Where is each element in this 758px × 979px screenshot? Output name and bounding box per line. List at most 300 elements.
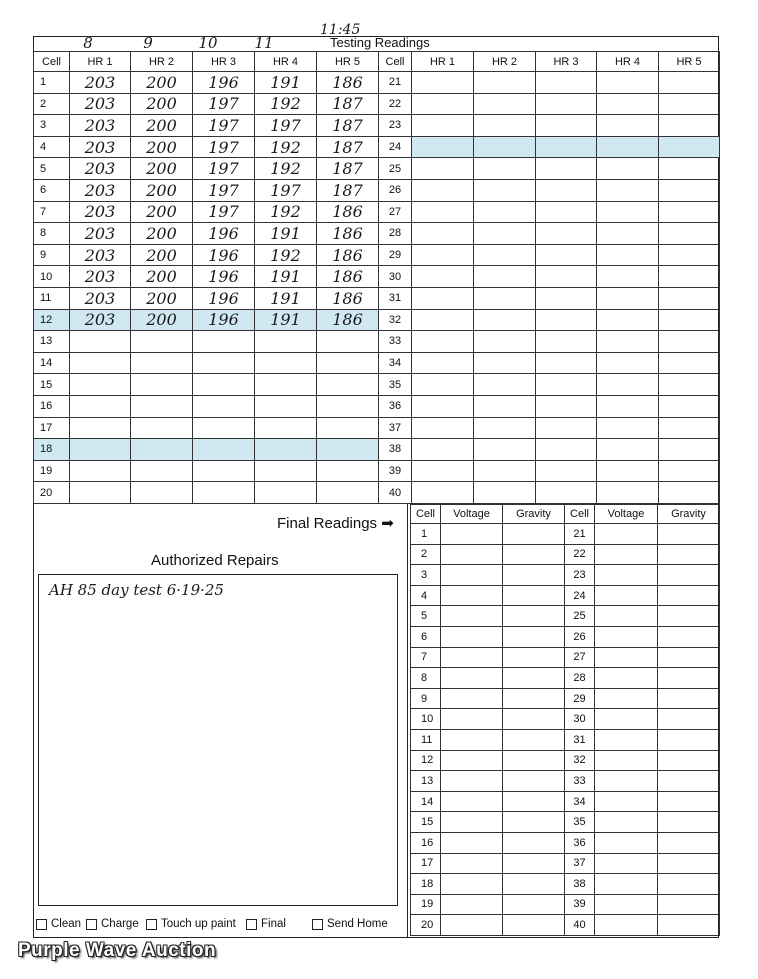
reading-cell[interactable]: 192: [255, 244, 317, 266]
gravity-cell[interactable]: [503, 771, 565, 792]
reading-cell[interactable]: [474, 72, 536, 94]
voltage-cell[interactable]: [595, 606, 658, 627]
reading-cell[interactable]: [412, 331, 474, 353]
reading-cell[interactable]: [317, 439, 379, 461]
checkbox-final[interactable]: [246, 918, 286, 930]
gravity-cell[interactable]: [658, 812, 720, 833]
checkbox-box[interactable]: [86, 919, 97, 930]
reading-cell[interactable]: [536, 158, 597, 180]
reading-cell[interactable]: [474, 201, 536, 223]
reading-cell[interactable]: [536, 374, 597, 396]
reading-cell[interactable]: [659, 72, 720, 94]
gravity-cell[interactable]: [503, 853, 565, 874]
reading-cell[interactable]: 203: [70, 244, 131, 266]
reading-cell[interactable]: [659, 439, 720, 461]
reading-cell[interactable]: [474, 331, 536, 353]
gravity-cell[interactable]: [658, 729, 720, 750]
cell-number: 18: [34, 439, 70, 461]
reading-cell[interactable]: 197: [193, 115, 255, 137]
reading-cell[interactable]: 191: [255, 72, 317, 94]
reading-cell[interactable]: [255, 331, 317, 353]
reading-cell[interactable]: [597, 72, 659, 94]
reading-cell[interactable]: 197: [193, 136, 255, 158]
gravity-cell[interactable]: [658, 585, 720, 606]
reading-cell[interactable]: [474, 352, 536, 374]
reading-cell[interactable]: [659, 417, 720, 439]
voltage-cell[interactable]: [441, 647, 503, 668]
reading-cell[interactable]: [131, 352, 193, 374]
authorized-repairs-box[interactable]: [38, 574, 398, 906]
checkbox-send-home[interactable]: [312, 918, 388, 930]
reading-cell[interactable]: 186: [317, 266, 379, 288]
voltage-cell[interactable]: [441, 853, 503, 874]
voltage-cell[interactable]: [595, 647, 658, 668]
reading-cell[interactable]: [536, 72, 597, 94]
reading-cell[interactable]: 203: [70, 93, 131, 115]
reading-cell[interactable]: [659, 115, 720, 137]
gravity-cell[interactable]: [503, 565, 565, 586]
checkbox-box[interactable]: [246, 919, 257, 930]
reading-cell[interactable]: [659, 287, 720, 309]
checkbox-box[interactable]: [312, 919, 323, 930]
gravity-cell[interactable]: [658, 791, 720, 812]
gravity-cell[interactable]: [503, 688, 565, 709]
gravity-cell[interactable]: [658, 524, 720, 545]
voltage-cell[interactable]: [595, 585, 658, 606]
reading-cell[interactable]: 191: [255, 287, 317, 309]
gravity-cell[interactable]: [503, 915, 565, 936]
reading-cell[interactable]: 200: [131, 309, 193, 331]
reading-cell[interactable]: [412, 115, 474, 137]
gravity-cell[interactable]: [658, 565, 720, 586]
gravity-cell[interactable]: [658, 750, 720, 771]
reading-cell[interactable]: 200: [131, 72, 193, 94]
reading-cell[interactable]: 197: [255, 179, 317, 201]
reading-cell[interactable]: [597, 460, 659, 482]
reading-cell[interactable]: 200: [131, 158, 193, 180]
reading-cell[interactable]: [597, 179, 659, 201]
reading-cell[interactable]: [597, 331, 659, 353]
reading-cell[interactable]: 196: [193, 266, 255, 288]
reading-cell[interactable]: [474, 179, 536, 201]
voltage-cell[interactable]: [441, 524, 503, 545]
reading-cell[interactable]: [474, 287, 536, 309]
reading-cell[interactable]: 196: [193, 244, 255, 266]
voltage-cell[interactable]: [595, 791, 658, 812]
voltage-cell[interactable]: [441, 709, 503, 730]
voltage-cell[interactable]: [441, 729, 503, 750]
voltage-cell[interactable]: [595, 626, 658, 647]
reading-cell[interactable]: [131, 460, 193, 482]
gravity-cell[interactable]: [503, 729, 565, 750]
checkbox-clean[interactable]: [36, 918, 81, 930]
reading-cell[interactable]: [412, 309, 474, 331]
reading-cell[interactable]: [193, 460, 255, 482]
reading-cell[interactable]: 203: [70, 287, 131, 309]
gravity-cell[interactable]: [503, 709, 565, 730]
reading-cell[interactable]: [597, 266, 659, 288]
cell-number: 40: [565, 915, 595, 936]
gravity-cell[interactable]: [658, 832, 720, 853]
voltage-cell[interactable]: [441, 832, 503, 853]
reading-cell[interactable]: 203: [70, 136, 131, 158]
gravity-cell[interactable]: [503, 832, 565, 853]
voltage-cell[interactable]: [595, 729, 658, 750]
reading-cell[interactable]: 192: [255, 201, 317, 223]
gravity-cell[interactable]: [503, 812, 565, 833]
gravity-cell[interactable]: [503, 874, 565, 895]
reading-cell[interactable]: 200: [131, 287, 193, 309]
voltage-cell[interactable]: [595, 812, 658, 833]
gravity-cell[interactable]: [658, 771, 720, 792]
reading-cell[interactable]: [70, 352, 131, 374]
reading-cell[interactable]: 203: [70, 266, 131, 288]
gravity-cell[interactable]: [503, 585, 565, 606]
reading-cell[interactable]: [412, 136, 474, 158]
reading-cell[interactable]: 200: [131, 115, 193, 137]
reading-cell[interactable]: [70, 417, 131, 439]
reading-cell[interactable]: [659, 179, 720, 201]
gravity-cell[interactable]: [658, 853, 720, 874]
reading-cell[interactable]: [474, 136, 536, 158]
reading-cell[interactable]: 200: [131, 244, 193, 266]
reading-cell[interactable]: [70, 482, 131, 504]
voltage-cell[interactable]: [595, 915, 658, 936]
reading-cell[interactable]: [597, 136, 659, 158]
gravity-cell[interactable]: [658, 709, 720, 730]
voltage-cell[interactable]: [595, 688, 658, 709]
reading-cell[interactable]: [597, 417, 659, 439]
reading-cell[interactable]: [412, 417, 474, 439]
reading-cell[interactable]: 200: [131, 93, 193, 115]
reading-cell[interactable]: [317, 395, 379, 417]
reading-cell[interactable]: 187: [317, 179, 379, 201]
gravity-cell[interactable]: [658, 915, 720, 936]
voltage-cell[interactable]: [441, 585, 503, 606]
reading-cell[interactable]: [536, 309, 597, 331]
gravity-cell[interactable]: [658, 544, 720, 565]
cell-number: 4: [411, 585, 441, 606]
reading-cell[interactable]: 186: [317, 201, 379, 223]
voltage-cell[interactable]: [441, 688, 503, 709]
reading-cell[interactable]: [255, 482, 317, 504]
reading-cell[interactable]: [317, 460, 379, 482]
reading-cell[interactable]: [536, 115, 597, 137]
reading-cell[interactable]: 196: [193, 223, 255, 245]
reading-cell[interactable]: [659, 309, 720, 331]
reading-cell[interactable]: 187: [317, 115, 379, 137]
voltage-cell[interactable]: [595, 874, 658, 895]
reading-cell[interactable]: 203: [70, 223, 131, 245]
reading-cell[interactable]: [474, 244, 536, 266]
reading-cell[interactable]: [536, 201, 597, 223]
reading-cell[interactable]: 191: [255, 309, 317, 331]
voltage-cell[interactable]: [441, 606, 503, 627]
reading-cell[interactable]: [70, 460, 131, 482]
gravity-cell[interactable]: [658, 626, 720, 647]
reading-cell[interactable]: [536, 93, 597, 115]
reading-cell[interactable]: [70, 439, 131, 461]
gravity-cell[interactable]: [658, 606, 720, 627]
reading-cell[interactable]: [255, 374, 317, 396]
reading-cell[interactable]: [255, 395, 317, 417]
reading-cell[interactable]: [474, 374, 536, 396]
checkbox-touch-up-paint[interactable]: [146, 918, 236, 930]
reading-cell[interactable]: [597, 439, 659, 461]
reading-cell[interactable]: 196: [193, 287, 255, 309]
reading-cell[interactable]: [131, 482, 193, 504]
reading-cell[interactable]: [317, 331, 379, 353]
reading-cell[interactable]: 197: [193, 201, 255, 223]
reading-cell[interactable]: 196: [193, 309, 255, 331]
reading-cell[interactable]: [597, 352, 659, 374]
reading-cell[interactable]: [412, 482, 474, 504]
reading-cell[interactable]: 203: [70, 201, 131, 223]
reading-cell[interactable]: [412, 266, 474, 288]
checkbox-charge[interactable]: [86, 918, 139, 930]
reading-cell[interactable]: [412, 439, 474, 461]
reading-cell[interactable]: [659, 395, 720, 417]
voltage-cell[interactable]: [595, 668, 658, 689]
reading-cell[interactable]: 192: [255, 158, 317, 180]
table-row: [34, 395, 720, 417]
voltage-cell[interactable]: [441, 750, 503, 771]
reading-cell[interactable]: [536, 460, 597, 482]
voltage-cell[interactable]: [441, 668, 503, 689]
gravity-cell[interactable]: [658, 647, 720, 668]
reading-cell[interactable]: [659, 374, 720, 396]
reading-cell[interactable]: [412, 223, 474, 245]
reading-cell[interactable]: [536, 287, 597, 309]
reading-cell[interactable]: [474, 266, 536, 288]
reading-cell[interactable]: 200: [131, 266, 193, 288]
table-row: [34, 460, 720, 482]
reading-cell[interactable]: [412, 395, 474, 417]
reading-cell[interactable]: [131, 395, 193, 417]
reading-cell[interactable]: [412, 72, 474, 94]
reading-cell[interactable]: [536, 179, 597, 201]
reading-cell[interactable]: 203: [70, 115, 131, 137]
voltage-cell[interactable]: [595, 771, 658, 792]
reading-cell[interactable]: [659, 331, 720, 353]
reading-cell[interactable]: [474, 309, 536, 331]
reading-cell[interactable]: [412, 179, 474, 201]
reading-cell[interactable]: [317, 417, 379, 439]
reading-cell[interactable]: 187: [317, 93, 379, 115]
voltage-cell[interactable]: [595, 750, 658, 771]
voltage-cell[interactable]: [595, 524, 658, 545]
reading-cell[interactable]: [317, 482, 379, 504]
reading-cell[interactable]: [193, 439, 255, 461]
reading-cell[interactable]: [255, 439, 317, 461]
voltage-cell[interactable]: [595, 853, 658, 874]
voltage-cell[interactable]: [595, 544, 658, 565]
reading-cell[interactable]: [412, 374, 474, 396]
cell-number: 16: [34, 395, 70, 417]
reading-cell[interactable]: [597, 223, 659, 245]
voltage-cell[interactable]: [441, 791, 503, 812]
voltage-cell[interactable]: [441, 565, 503, 586]
reading-cell[interactable]: [659, 352, 720, 374]
reading-cell[interactable]: [659, 244, 720, 266]
reading-cell[interactable]: 200: [131, 201, 193, 223]
reading-cell[interactable]: 186: [317, 72, 379, 94]
reading-cell[interactable]: 203: [70, 158, 131, 180]
reading-cell[interactable]: [597, 309, 659, 331]
reading-cell[interactable]: 186: [317, 223, 379, 245]
reading-cell[interactable]: [536, 352, 597, 374]
reading-cell[interactable]: [536, 223, 597, 245]
gravity-cell[interactable]: [503, 750, 565, 771]
reading-cell[interactable]: [131, 439, 193, 461]
gravity-cell[interactable]: [503, 894, 565, 915]
gravity-cell[interactable]: [503, 647, 565, 668]
reading-cell[interactable]: [536, 439, 597, 461]
gravity-cell[interactable]: [658, 874, 720, 895]
reading-cell[interactable]: 200: [131, 223, 193, 245]
voltage-cell[interactable]: [441, 771, 503, 792]
voltage-cell[interactable]: [595, 565, 658, 586]
reading-cell[interactable]: [597, 115, 659, 137]
gravity-cell[interactable]: [503, 606, 565, 627]
reading-cell[interactable]: 186: [317, 287, 379, 309]
reading-cell[interactable]: [193, 417, 255, 439]
reading-cell[interactable]: [474, 395, 536, 417]
reading-cell[interactable]: [474, 439, 536, 461]
reading-cell[interactable]: [317, 374, 379, 396]
reading-cell[interactable]: [597, 93, 659, 115]
gravity-cell[interactable]: [658, 894, 720, 915]
reading-cell[interactable]: [536, 482, 597, 504]
reading-cell[interactable]: [474, 223, 536, 245]
reading-cell[interactable]: 197: [193, 179, 255, 201]
voltage-cell[interactable]: [441, 626, 503, 647]
reading-cell[interactable]: [597, 287, 659, 309]
voltage-cell[interactable]: [441, 894, 503, 915]
voltage-cell[interactable]: [441, 544, 503, 565]
reading-cell[interactable]: [412, 244, 474, 266]
reading-cell[interactable]: [412, 158, 474, 180]
reading-cell[interactable]: [659, 93, 720, 115]
reading-cell[interactable]: [536, 266, 597, 288]
reading-cell[interactable]: [536, 331, 597, 353]
gravity-cell[interactable]: [503, 544, 565, 565]
reading-cell[interactable]: [659, 158, 720, 180]
reading-cell[interactable]: 197: [255, 115, 317, 137]
reading-cell[interactable]: [597, 244, 659, 266]
reading-cell[interactable]: [659, 223, 720, 245]
gravity-cell[interactable]: [503, 668, 565, 689]
voltage-cell[interactable]: [595, 709, 658, 730]
table-row: [411, 894, 720, 915]
reading-cell[interactable]: [474, 460, 536, 482]
reading-cell[interactable]: [536, 136, 597, 158]
reading-cell[interactable]: [412, 460, 474, 482]
reading-cell[interactable]: [474, 115, 536, 137]
reading-cell[interactable]: [659, 266, 720, 288]
reading-cell[interactable]: [70, 374, 131, 396]
reading-cell[interactable]: [193, 374, 255, 396]
reading-cell[interactable]: 192: [255, 93, 317, 115]
hour-mark: 9: [143, 34, 153, 52]
gravity-cell[interactable]: [503, 626, 565, 647]
reading-cell[interactable]: [255, 417, 317, 439]
reading-cell[interactable]: [193, 352, 255, 374]
reading-cell[interactable]: [659, 136, 720, 158]
reading-cell[interactable]: [193, 482, 255, 504]
reading-cell[interactable]: [193, 331, 255, 353]
gravity-cell[interactable]: [503, 524, 565, 545]
reading-cell[interactable]: 203: [70, 179, 131, 201]
reading-cell[interactable]: [412, 287, 474, 309]
reading-cell[interactable]: [412, 352, 474, 374]
reading-cell[interactable]: 187: [317, 136, 379, 158]
reading-cell[interactable]: [193, 395, 255, 417]
reading-cell[interactable]: 200: [131, 179, 193, 201]
reading-cell[interactable]: [131, 374, 193, 396]
checkbox-box[interactable]: [36, 919, 47, 930]
reading-cell[interactable]: 191: [255, 223, 317, 245]
gravity-cell[interactable]: [658, 668, 720, 689]
reading-cell[interactable]: 203: [70, 309, 131, 331]
gravity-cell[interactable]: [503, 791, 565, 812]
reading-cell[interactable]: [536, 395, 597, 417]
reading-cell[interactable]: 186: [317, 244, 379, 266]
reading-cell[interactable]: [536, 244, 597, 266]
reading-cell[interactable]: [597, 374, 659, 396]
reading-cell[interactable]: [597, 395, 659, 417]
reading-cell[interactable]: 191: [255, 266, 317, 288]
reading-cell[interactable]: [659, 482, 720, 504]
reading-cell[interactable]: 187: [317, 158, 379, 180]
reading-cell[interactable]: [131, 417, 193, 439]
reading-cell[interactable]: 186: [317, 309, 379, 331]
reading-cell[interactable]: [70, 331, 131, 353]
reading-cell[interactable]: 192: [255, 136, 317, 158]
reading-cell[interactable]: [412, 201, 474, 223]
checkbox-box[interactable]: [146, 919, 157, 930]
voltage-cell[interactable]: [595, 832, 658, 853]
reading-cell[interactable]: [597, 158, 659, 180]
reading-cell[interactable]: [255, 460, 317, 482]
cell-number: 38: [565, 874, 595, 895]
reading-cell[interactable]: [536, 417, 597, 439]
reading-cell[interactable]: [131, 331, 193, 353]
reading-cell[interactable]: [597, 482, 659, 504]
reading-cell[interactable]: [659, 201, 720, 223]
voltage-cell[interactable]: [441, 874, 503, 895]
reading-cell[interactable]: 196: [193, 72, 255, 94]
gravity-cell[interactable]: [658, 688, 720, 709]
reading-cell[interactable]: [412, 93, 474, 115]
reading-cell[interactable]: 197: [193, 93, 255, 115]
reading-cell[interactable]: [474, 417, 536, 439]
reading-cell[interactable]: 200: [131, 136, 193, 158]
reading-cell[interactable]: 203: [70, 72, 131, 94]
reading-cell[interactable]: [474, 158, 536, 180]
reading-cell[interactable]: [255, 352, 317, 374]
reading-cell[interactable]: 197: [193, 158, 255, 180]
voltage-cell[interactable]: [441, 812, 503, 833]
voltage-cell[interactable]: [441, 915, 503, 936]
reading-cell[interactable]: [474, 482, 536, 504]
reading-cell[interactable]: [659, 460, 720, 482]
reading-cell[interactable]: [70, 395, 131, 417]
voltage-cell[interactable]: [595, 894, 658, 915]
reading-cell[interactable]: [474, 93, 536, 115]
reading-cell[interactable]: [597, 201, 659, 223]
reading-cell[interactable]: [317, 352, 379, 374]
